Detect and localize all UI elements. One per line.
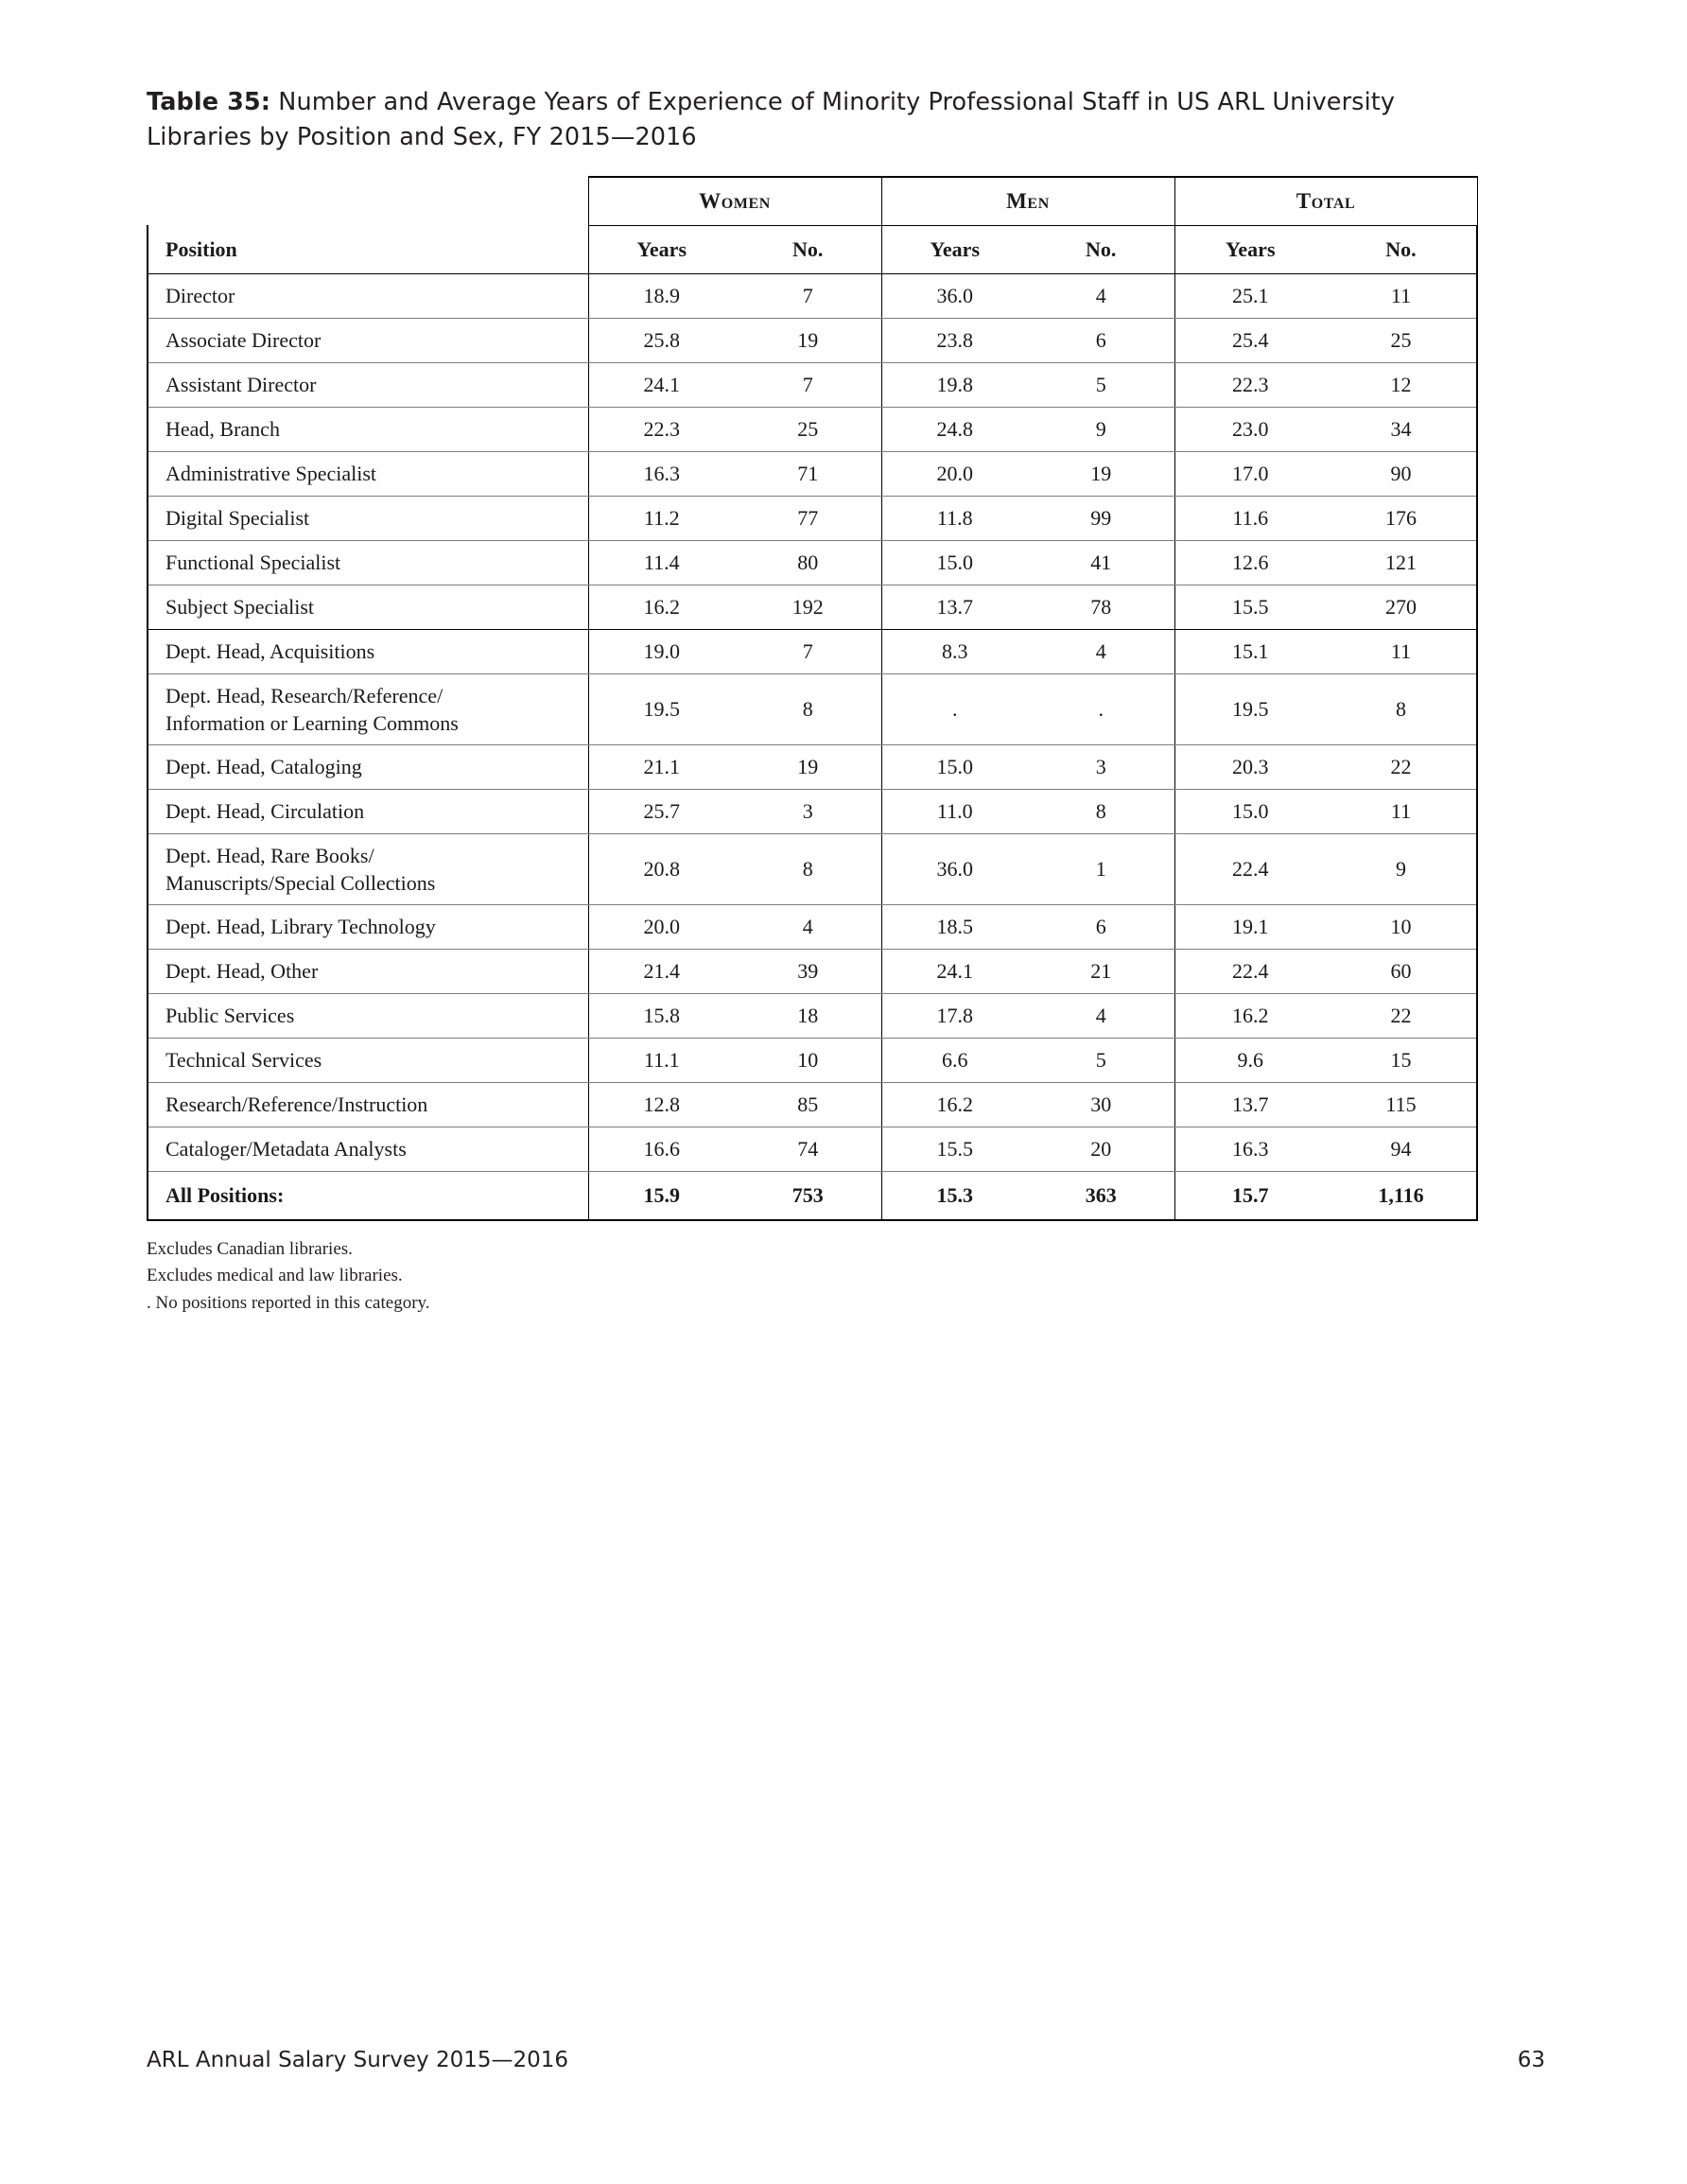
cell-women-no: 74 bbox=[735, 1127, 881, 1171]
cell-men-years: 24.8 bbox=[881, 407, 1028, 451]
cell-total-years: 20.3 bbox=[1174, 744, 1326, 789]
cell-total-years: 9.6 bbox=[1174, 1038, 1326, 1082]
cell-women-no: 39 bbox=[735, 949, 881, 993]
column-header-men-years: Years bbox=[881, 225, 1028, 273]
cell-women-years: 16.2 bbox=[588, 585, 735, 629]
column-header-men-no: No. bbox=[1028, 225, 1174, 273]
cell-men-no: 8 bbox=[1028, 789, 1174, 833]
cell-men-no: 5 bbox=[1028, 1038, 1174, 1082]
table-row bbox=[148, 904, 1477, 949]
cell-men-years: 11.0 bbox=[881, 789, 1028, 833]
cell-men-years: 18.5 bbox=[881, 904, 1028, 949]
cell-men-no: 6 bbox=[1028, 318, 1174, 362]
table-head bbox=[148, 177, 1477, 274]
table-row bbox=[148, 1127, 1477, 1171]
table-row bbox=[148, 789, 1477, 833]
cell-position: Director bbox=[148, 273, 588, 318]
table-body bbox=[148, 273, 1477, 1220]
cell-position: Technical Services bbox=[148, 1038, 588, 1082]
table-label: Table 35: bbox=[147, 88, 271, 116]
table-row bbox=[148, 993, 1477, 1038]
cell-men-years: 15.0 bbox=[881, 540, 1028, 585]
cell-women-no: 8 bbox=[735, 673, 881, 744]
cell-women-years: 21.4 bbox=[588, 949, 735, 993]
cell-men-no: 6 bbox=[1028, 904, 1174, 949]
cell-total-no: 22 bbox=[1326, 744, 1477, 789]
cell-women-no: 10 bbox=[735, 1038, 881, 1082]
cell-total-no: 11 bbox=[1326, 789, 1477, 833]
cell-total-no: 1,116 bbox=[1326, 1171, 1477, 1220]
cell-total-no: 11 bbox=[1326, 629, 1477, 673]
cell-women-no: 7 bbox=[735, 629, 881, 673]
cell-position: Public Services bbox=[148, 993, 588, 1038]
cell-total-years: 19.5 bbox=[1174, 673, 1326, 744]
cell-men-years: 11.8 bbox=[881, 496, 1028, 540]
cell-position: Dept. Head, Other bbox=[148, 949, 588, 993]
cell-total-years: 22.4 bbox=[1174, 833, 1326, 904]
cell-men-years: 15.5 bbox=[881, 1127, 1028, 1171]
group-header-women: Women bbox=[588, 177, 881, 226]
cell-men-no: 9 bbox=[1028, 407, 1174, 451]
cell-women-no: 3 bbox=[735, 789, 881, 833]
cell-total-years: 12.6 bbox=[1174, 540, 1326, 585]
cell-position: Digital Specialist bbox=[148, 496, 588, 540]
cell-men-no: 5 bbox=[1028, 362, 1174, 407]
cell-total-no: 270 bbox=[1326, 585, 1477, 629]
cell-women-years: 21.1 bbox=[588, 744, 735, 789]
cell-women-years: 11.1 bbox=[588, 1038, 735, 1082]
cell-men-years: 19.8 bbox=[881, 362, 1028, 407]
cell-women-years: 11.2 bbox=[588, 496, 735, 540]
cell-men-years: 20.0 bbox=[881, 451, 1028, 496]
footer-page-number: 63 bbox=[1517, 2048, 1545, 2072]
group-header-total: Total bbox=[1174, 177, 1477, 226]
cell-women-no: 18 bbox=[735, 993, 881, 1038]
footer-source: ARL Annual Salary Survey 2015—2016 bbox=[147, 2048, 569, 2072]
cell-total-years: 15.5 bbox=[1174, 585, 1326, 629]
cell-men-no: 30 bbox=[1028, 1082, 1174, 1127]
cell-position: Functional Specialist bbox=[148, 540, 588, 585]
group-header-row bbox=[148, 177, 1477, 226]
table-row bbox=[148, 744, 1477, 789]
table-row bbox=[148, 629, 1477, 673]
experience-table bbox=[147, 176, 1478, 1221]
table-row bbox=[148, 318, 1477, 362]
cell-men-no: 78 bbox=[1028, 585, 1174, 629]
cell-position: Dept. Head, Cataloging bbox=[148, 744, 588, 789]
cell-women-years: 16.6 bbox=[588, 1127, 735, 1171]
group-header-blank bbox=[148, 177, 588, 226]
cell-women-years: 25.8 bbox=[588, 318, 735, 362]
cell-position: Administrative Specialist bbox=[148, 451, 588, 496]
cell-total-years: 16.3 bbox=[1174, 1127, 1326, 1171]
cell-position: Cataloger/Metadata Analysts bbox=[148, 1127, 588, 1171]
cell-men-years: 17.8 bbox=[881, 993, 1028, 1038]
cell-women-years: 20.0 bbox=[588, 904, 735, 949]
cell-total-no: 11 bbox=[1326, 273, 1477, 318]
cell-women-years: 15.9 bbox=[588, 1171, 735, 1220]
cell-women-years: 24.1 bbox=[588, 362, 735, 407]
cell-total-no: 12 bbox=[1326, 362, 1477, 407]
cell-women-no: 7 bbox=[735, 362, 881, 407]
cell-women-years: 19.0 bbox=[588, 629, 735, 673]
column-header-total-years: Years bbox=[1174, 225, 1326, 273]
cell-total-no: 34 bbox=[1326, 407, 1477, 451]
cell-men-years: 15.0 bbox=[881, 744, 1028, 789]
cell-women-no: 19 bbox=[735, 318, 881, 362]
cell-total-years: 25.4 bbox=[1174, 318, 1326, 362]
cell-total-years: 16.2 bbox=[1174, 993, 1326, 1038]
table-title-text: Number and Average Years of Experience of Minority Professional Staff in US ARL University Libraries by Position and Sex, FY 2015—2016 bbox=[147, 88, 1396, 151]
page-footer bbox=[147, 2048, 1545, 2072]
cell-men-years: 6.6 bbox=[881, 1038, 1028, 1082]
cell-men-years: . bbox=[881, 673, 1028, 744]
table-row bbox=[148, 496, 1477, 540]
cell-men-years: 13.7 bbox=[881, 585, 1028, 629]
cell-men-years: 16.2 bbox=[881, 1082, 1028, 1127]
page-title bbox=[147, 85, 1414, 155]
cell-total-no: 10 bbox=[1326, 904, 1477, 949]
cell-women-no: 4 bbox=[735, 904, 881, 949]
table-row bbox=[148, 1082, 1477, 1127]
cell-total-no: 176 bbox=[1326, 496, 1477, 540]
cell-total-years: 13.7 bbox=[1174, 1082, 1326, 1127]
cell-total-no: 15 bbox=[1326, 1038, 1477, 1082]
cell-women-no: 71 bbox=[735, 451, 881, 496]
cell-position: Dept. Head, Rare Books/ Manuscripts/Special Collections bbox=[148, 833, 588, 904]
cell-total-no: 115 bbox=[1326, 1082, 1477, 1127]
cell-total-years: 15.1 bbox=[1174, 629, 1326, 673]
cell-total-no: 25 bbox=[1326, 318, 1477, 362]
cell-women-years: 16.3 bbox=[588, 451, 735, 496]
column-header-women-no: No. bbox=[735, 225, 881, 273]
table-row bbox=[148, 833, 1477, 904]
table-row-total bbox=[148, 1171, 1477, 1220]
cell-total-years: 22.4 bbox=[1174, 949, 1326, 993]
cell-women-years: 11.4 bbox=[588, 540, 735, 585]
cell-women-years: 12.8 bbox=[588, 1082, 735, 1127]
cell-position: Dept. Head, Library Technology bbox=[148, 904, 588, 949]
table-row bbox=[148, 1038, 1477, 1082]
cell-men-no: 4 bbox=[1028, 993, 1174, 1038]
cell-men-no: 1 bbox=[1028, 833, 1174, 904]
cell-total-years: 23.0 bbox=[1174, 407, 1326, 451]
cell-women-no: 7 bbox=[735, 273, 881, 318]
table-row bbox=[148, 540, 1477, 585]
cell-total-years: 25.1 bbox=[1174, 273, 1326, 318]
cell-position: Assistant Director bbox=[148, 362, 588, 407]
cell-men-no: 19 bbox=[1028, 451, 1174, 496]
cell-women-years: 15.8 bbox=[588, 993, 735, 1038]
column-header-row bbox=[148, 225, 1477, 273]
cell-total-years: 22.3 bbox=[1174, 362, 1326, 407]
cell-total-no: 8 bbox=[1326, 673, 1477, 744]
cell-women-no: 25 bbox=[735, 407, 881, 451]
cell-men-no: 4 bbox=[1028, 629, 1174, 673]
cell-position: Dept. Head, Circulation bbox=[148, 789, 588, 833]
cell-men-no: 363 bbox=[1028, 1171, 1174, 1220]
cell-women-no: 19 bbox=[735, 744, 881, 789]
cell-total-years: 15.7 bbox=[1174, 1171, 1326, 1220]
cell-men-years: 15.3 bbox=[881, 1171, 1028, 1220]
cell-men-no: . bbox=[1028, 673, 1174, 744]
cell-men-no: 20 bbox=[1028, 1127, 1174, 1171]
cell-men-years: 24.1 bbox=[881, 949, 1028, 993]
cell-women-no: 8 bbox=[735, 833, 881, 904]
cell-total-no: 121 bbox=[1326, 540, 1477, 585]
column-header-women-years: Years bbox=[588, 225, 735, 273]
table-row bbox=[148, 585, 1477, 629]
note-line: . No positions reported in this category. bbox=[147, 1292, 430, 1313]
table-notes bbox=[147, 1236, 1545, 1318]
table-row bbox=[148, 407, 1477, 451]
cell-position: Dept. Head, Acquisitions bbox=[148, 629, 588, 673]
column-header-total-no: No. bbox=[1326, 225, 1477, 273]
note-line: Excludes Canadian libraries. bbox=[147, 1238, 353, 1259]
table-row bbox=[148, 673, 1477, 744]
cell-men-years: 8.3 bbox=[881, 629, 1028, 673]
cell-total-no: 22 bbox=[1326, 993, 1477, 1038]
cell-total-years: 15.0 bbox=[1174, 789, 1326, 833]
cell-men-no: 21 bbox=[1028, 949, 1174, 993]
cell-total-no: 94 bbox=[1326, 1127, 1477, 1171]
cell-position: Subject Specialist bbox=[148, 585, 588, 629]
cell-women-years: 25.7 bbox=[588, 789, 735, 833]
cell-total-years: 11.6 bbox=[1174, 496, 1326, 540]
cell-men-no: 3 bbox=[1028, 744, 1174, 789]
cell-position: All Positions: bbox=[148, 1171, 588, 1220]
table-row bbox=[148, 362, 1477, 407]
cell-women-years: 18.9 bbox=[588, 273, 735, 318]
cell-women-no: 192 bbox=[735, 585, 881, 629]
cell-men-no: 99 bbox=[1028, 496, 1174, 540]
table-row bbox=[148, 273, 1477, 318]
column-header-position: Position bbox=[148, 225, 588, 273]
cell-total-no: 90 bbox=[1326, 451, 1477, 496]
cell-women-years: 20.8 bbox=[588, 833, 735, 904]
cell-position: Head, Branch bbox=[148, 407, 588, 451]
cell-women-no: 753 bbox=[735, 1171, 881, 1220]
cell-women-no: 85 bbox=[735, 1082, 881, 1127]
cell-total-no: 9 bbox=[1326, 833, 1477, 904]
cell-men-years: 36.0 bbox=[881, 833, 1028, 904]
table-row bbox=[148, 949, 1477, 993]
cell-men-no: 41 bbox=[1028, 540, 1174, 585]
cell-men-years: 23.8 bbox=[881, 318, 1028, 362]
cell-position: Dept. Head, Research/Reference/ Information or Learning Commons bbox=[148, 673, 588, 744]
table-row bbox=[148, 451, 1477, 496]
note-line: Excludes medical and law libraries. bbox=[147, 1266, 403, 1286]
cell-women-no: 80 bbox=[735, 540, 881, 585]
cell-total-years: 19.1 bbox=[1174, 904, 1326, 949]
cell-men-years: 36.0 bbox=[881, 273, 1028, 318]
cell-total-years: 17.0 bbox=[1174, 451, 1326, 496]
cell-women-years: 22.3 bbox=[588, 407, 735, 451]
cell-men-no: 4 bbox=[1028, 273, 1174, 318]
cell-total-no: 60 bbox=[1326, 949, 1477, 993]
cell-women-no: 77 bbox=[735, 496, 881, 540]
cell-position: Associate Director bbox=[148, 318, 588, 362]
cell-position: Research/Reference/Instruction bbox=[148, 1082, 588, 1127]
cell-women-years: 19.5 bbox=[588, 673, 735, 744]
group-header-men: Men bbox=[881, 177, 1174, 226]
